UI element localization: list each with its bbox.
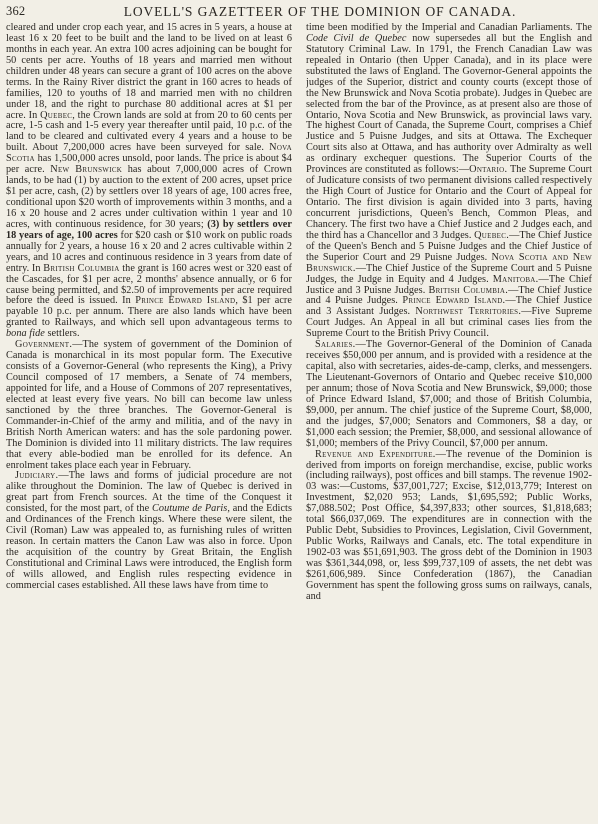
bona-fide-italic: bona fide	[6, 328, 45, 340]
judiciary-heading: Judiciary.	[15, 470, 59, 482]
quebec-label: Quebec	[40, 109, 73, 121]
nwt-label: Northwest Territories.	[415, 306, 522, 318]
right-column	[306, 23, 592, 819]
manitoba-label: Manitoba.	[492, 273, 539, 285]
british-columbia-label: British Columbia	[43, 262, 120, 274]
left-column	[6, 23, 292, 819]
land-grants-paragraph: cleared and under crop each year, and 15 acres in 5 years, a house at least 16 x 20 feet to be built and the land to be lived on at least 6 months in each year. An extra 100 acres adjoining can be bought for 50 cents per acre. Youths of 18 years and married men without children under 48 years can secure a grant of 100 acres on the above terms. In the Rainy River district the grant in 160 acres to heads of families, 120 to youths of 18 and married men with no children under 18, and the right to purchase 80 additional acres at $1 per acre. In Quebec, the Crown lands are sold at from 20 to 60 cents per acre, 1-5 cash and 1-5 every year thereafter until paid, 10 p.c. of the land to be cleared and cultivated every 4 years and a house to be built. About 7,200,000 acres have been surveyed for sale. Nova Scotia has 1,500,000 acres unsold, poor lands. The price is about $4 per acre. New Brunswick has about 7,000,000 acres of Crown lands, to be had (1) by auction to the extent of 200 acres, upset price $1 per acre, cash, (2) by settlers over 18 years of age, 100 acres free, conditional upon $20 worth of improvements within 3 months, and a 16 x 20 house and 2 acres under cultivation within 1 year and 10 acres, with continuous residence, for 30 years; (3) by settlers over 18 years of age, 100 acres for $20 cash or $10 work on public roads annually for 2 years, a house 16 x 20 and 2 acres cultivable within 2 years, and 10 acres and continuous residence in 3 years from date of entry. In British Columbia the grant is 160 acres west or 320 east of the Cascades, for $1 per acre, 2 months' absence annually, or 6 for cause being permitted, and $2.50 of improvements per acre required before the deed is issued. In Prince Edward Island, $1 per acre payable 10 p.c. per annum. There are also lands which have been granted to Railways, and which sell upon advantageous terms to bona fide settlers.	[6, 23, 292, 340]
ns-nb-courts-label: Nova Scotia and New Brunswick.	[306, 251, 592, 274]
nova-scotia-label: Nova Scotia	[6, 142, 292, 165]
revenue-paragraph: Revenue and Expenditure.—The revenue of the Dominion is derived from imports on foreign merchandise, excise, public works (including railways), post offices and bill stamps. The revenue 1902-03 was:—Customs, $37,001,727; Excise, $12,013,779; Interest on Investment, $2,020 953; Lands, $1,695,592; Public Works, $7,088.502; Post Office, $4,397,833; other sources, $1,818,683; total $66,037,069. The expenditures are in connection with the Public Debt, Subsidies to Provinces, Legislation, Civil Government, Public Works, Railways and Canals, etc. The total expenditure in 1902-03 was $51,691,903. The gross debt of the Dominion in 1903 was $361,344,098, or, less $99,737,109 of assets, the net debt was $261,606,989. Since Confederation (1867), the Canadian Government has spent the following gross sums on railways, canals, and	[306, 448, 592, 602]
running-title: LOVELL'S GAZETTEER OF THE DOMINION OF CANADA.	[123, 4, 517, 19]
code-civil-italic: Code Civil de Quebec	[306, 32, 407, 44]
quebec-courts-label: Quebec.	[474, 229, 510, 241]
government-paragraph: Government.—The system of government of the Dominion of Canada is monarchical in its most popular form. The Executive consists of a Governor-General (who represents the King), a Privy Council composed of 17 members, a Senate of 74 members, appointed for life, and a House of Commons of 207 representatives, elected at least every five years. No bill can become law unless sanctioned by the three branches. The Governor-General is Commander-in-Chief of the army and militia, and of the navy in British North American waters: and has the sole pardoning power. The Dominion is divided into 11 military districts. The law requires that every able-bodied man be enrolled for its defence. An enrolment takes place each year in February.	[6, 339, 292, 471]
bc-courts-label: British Columbia.	[428, 284, 509, 296]
settlers-clause: (3) by settlers over 18 years of age, 100 acres	[6, 218, 292, 241]
page-number: 362	[6, 4, 26, 18]
coutume-italic: Coutume de Paris	[152, 503, 228, 515]
ontario-label: Ontario.	[469, 164, 508, 176]
salaries-paragraph: Salaries.—The Governor-General of the Dominion of Canada receives $50,000 per annum, and is provided with a residence at the capital, also with secretaries, aides-de-camp, clerks, and messengers. The Lieutenant-Governors of Ontario and Quebec receive $10,000 per annum; those of Nova Scotia and New Brunswick, $9,000; those of Prince Edward Island, $7,000; and those of British Columbia, $9,000, per annum. The chief justice of the Supreme Court, $8,000, and the judges, $7,000; Senators and Commoners, $8 a day, or $1,000 each session; the Premier, $8,000, and sessional allowance of $1,000; members of the Privy Council, $7,000 per annum.	[306, 339, 592, 449]
revenue-heading: Revenue and Expenditure.	[315, 448, 436, 460]
pei-courts-label: Prince Edward Island.	[402, 295, 506, 307]
government-heading: Government.	[15, 339, 73, 351]
new-brunswick-label: New Brunswick	[50, 164, 123, 176]
judiciary-continued-paragraph: time been modified by the Imperial and Canadian Parliaments. The Code Civil de Quebec now supersedes all but the English and Statutory Criminal Law. In 1791, the French Canadian Law was repealed in Ontario (then Upper Canada), and in its place were substituted the laws of England. The Governor-General appoints the judges of the Superior, district and county courts (except those of the New Brunswick and Nova Scotia probate). Judges in Quebec are selected from the bar of the Province, as at present also are those of Ontario, Nova Scotia and New Brunswick, as provincial laws vary. The highest Court of Canada, the Supreme Court, comprises a Chief Justice and 5 Puisne Judges, and sits at Ottawa. The Exchequer Court sits also at Ottawa, and has authority over Admiralty as well as ordinary exchequer questions. The Superior Courts of the Provinces are constituted as follows:—Ontario. The Supreme Court of Judicature consists of two permanent divisions called respectively the High Court of Justice for Ontario and the Court of Appeal for Ontario. The first division is again divided into 3 parts, having concurrent jurisdictions, Queen's Bench, Common Pleas, and Chancery. The first two have a Chief Justice and 2 Judges each, and the third has a Chancellor and 3 Judges. Quebec.—The Chief Justice of the Queen's Bench and 5 Puisne Judges and the Chief Justice of the Superior Court and 29 Puisne Judges. Nova Scotia and New Brunswick.—The Chief Justice of the Supreme Court and 5 Puisne Judges, the Judge in Equity and 4 Judges. Manitoba.—The Chief Justice and 3 Puisne Judges. British Columbia.—The Chief Justice and 4 Puisne Judges. Prince Edward Island.—The Chief Justice and 3 Assistant Judges. Northwest Territories.—Five Supreme Court Judges. An Appeal in all but criminal cases lies from the Supreme Court to the British Privy Council.	[306, 23, 592, 340]
prince-edward-island-label: Prince Edward Island	[135, 295, 236, 307]
salaries-heading: Salaries.	[315, 339, 356, 351]
text-columns	[6, 23, 592, 819]
judiciary-paragraph: Judiciary.—The laws and forms of judicial procedure are not alike throughout the Dominion. The law of Quebec is derived in great part from French sources. At the time of the Conquest it consisted, for the most part, of the Coutume de Paris, and the Edicts and Ordinances of the French kings. Where these were silent, the Civil (Roman) Law was appealed to, as furnishing rules of written reason. In certain matters the Canon Law was also in force. Upon the acquisition of the country by Great Britain, the English Constitutional and Criminal Laws were introduced, the English form of wills allowed, and English rules respecting evidence in commercial cases established. All these laws have from time to	[6, 470, 292, 591]
